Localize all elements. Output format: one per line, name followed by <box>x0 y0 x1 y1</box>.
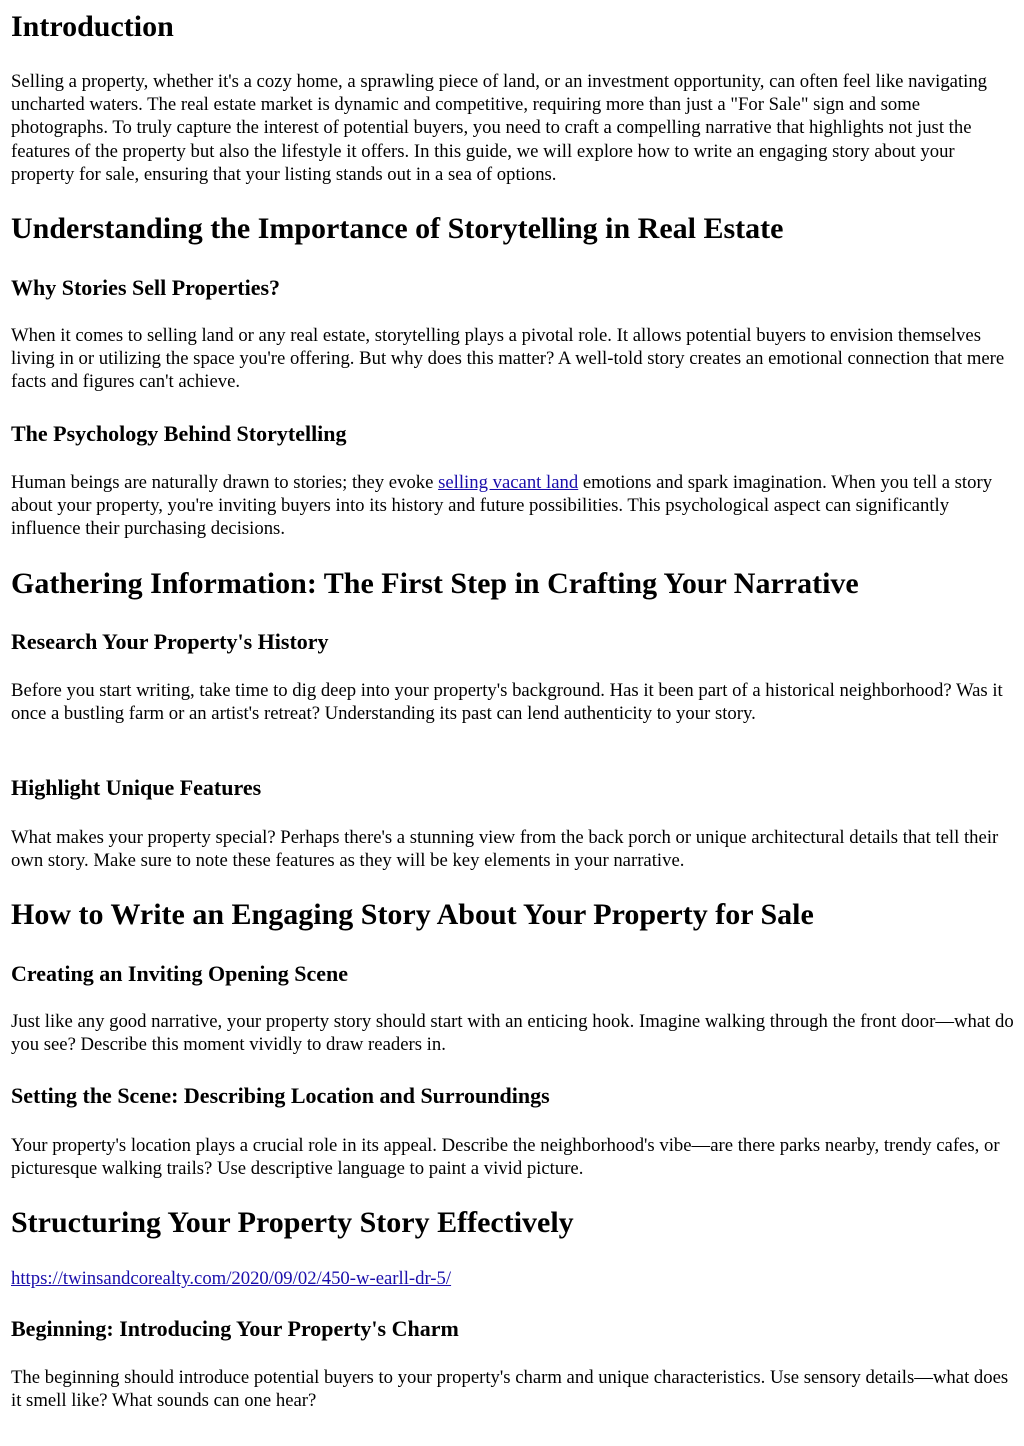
paragraph-setting-scene: Your property's location plays a crucial role in its appeal. Describe the neighborhood's vibe—are there parks nearby, trendy cafes, or picturesque walking trails? Use descriptive language to paint a vivid picture. <box>11 1135 1000 1180</box>
paragraph-psychology-text-start: Human beings are naturally drawn to stories; they evoke <box>11 472 439 493</box>
subheading-setting-scene: Setting the Scene: Describing Location and Surroundings <box>11 1083 550 1108</box>
heading-storytelling-importance: Understanding the Importance of Storytelling in Real Estate <box>11 212 784 245</box>
paragraph-opening-scene: Just like any good narrative, your property story should start with an enticing hook. Imagine walking through the front door—what do you see? Describe this moment vividly to draw readers in. <box>11 1011 1014 1056</box>
paragraph-unique-features: What makes your property special? Perhaps there's a stunning view from the back porch or unique architectural details that tell their own story. Make sure to note these features as they will be key elements in your narrative. <box>11 827 999 872</box>
url-paragraph <box>11 1267 1014 1290</box>
subheading-psychology: The Psychology Behind Storytelling <box>11 421 347 446</box>
paragraph-introduction: Selling a property, whether it's a cozy home, a sprawling piece of land, or an investment opportunity, can often feel like navigating uncharted waters. The real estate market is dynamic and competitive, requiring more than just a "For Sale" sign and some photographs. To truly capture the interest of potential buyers, you need to craft a compelling narrative that highlights not just the features of the property but also the lifestyle it offers. In this guide, we will explore how to write an engaging story about your property for sale, ensuring that your listing stands out in a sea of options. <box>11 71 988 185</box>
heading-gathering-information: Gathering Information: The First Step in Crafting Your Narrative <box>11 567 859 600</box>
subheading-beginning-charm: Beginning: Introducing Your Property's Charm <box>11 1316 459 1341</box>
paragraph-psychology-text-end: emotions and spark imagination. When you tell a story about your property, you're inviting buyers into its history and future possibilities. This psychological aspect can significantly influence their purchasing decisions. <box>11 472 993 540</box>
paragraph-why-stories-sell: When it comes to selling land or any real estate, storytelling plays a pivotal role. It allows potential buyers to envision themselves living in or utilizing the space you're offering. But why does this matter? A well-told story creates an emotional connection that mere facts and figures can't achieve. <box>11 325 1005 393</box>
paragraph-psychology <box>11 471 1014 541</box>
subheading-unique-features: Highlight Unique Features <box>11 775 262 800</box>
heading-structuring-story: Structuring Your Property Story Effectively <box>11 1206 574 1239</box>
selling-vacant-land-link[interactable]: selling vacant land <box>438 472 579 493</box>
paragraph-beginning-charm: The beginning should introduce potential buyers to your property's charm and unique characteristics. Use sensory details—what does it smell like? What sounds can one hear? <box>11 1367 1009 1412</box>
heading-how-to-write: How to Write an Engaging Story About Your Property for Sale <box>11 898 814 931</box>
paragraph-research-history: Before you start writing, take time to dig deep into your property's background. Has it been part of a historical neighborhood? Was it once a bustling farm or an artist's retreat? Understanding its past can lend authenticity to your story. <box>11 680 1003 725</box>
subheading-research-history: Research Your Property's History <box>11 629 329 654</box>
property-url-link[interactable]: https://twinsandcorealty.com/2020/09/02/450-w-earll-dr-5/ <box>11 1268 452 1289</box>
subheading-why-stories-sell: Why Stories Sell Properties? <box>11 275 281 300</box>
subheading-opening-scene: Creating an Inviting Opening Scene <box>11 961 348 986</box>
heading-introduction: Introduction <box>11 10 174 43</box>
